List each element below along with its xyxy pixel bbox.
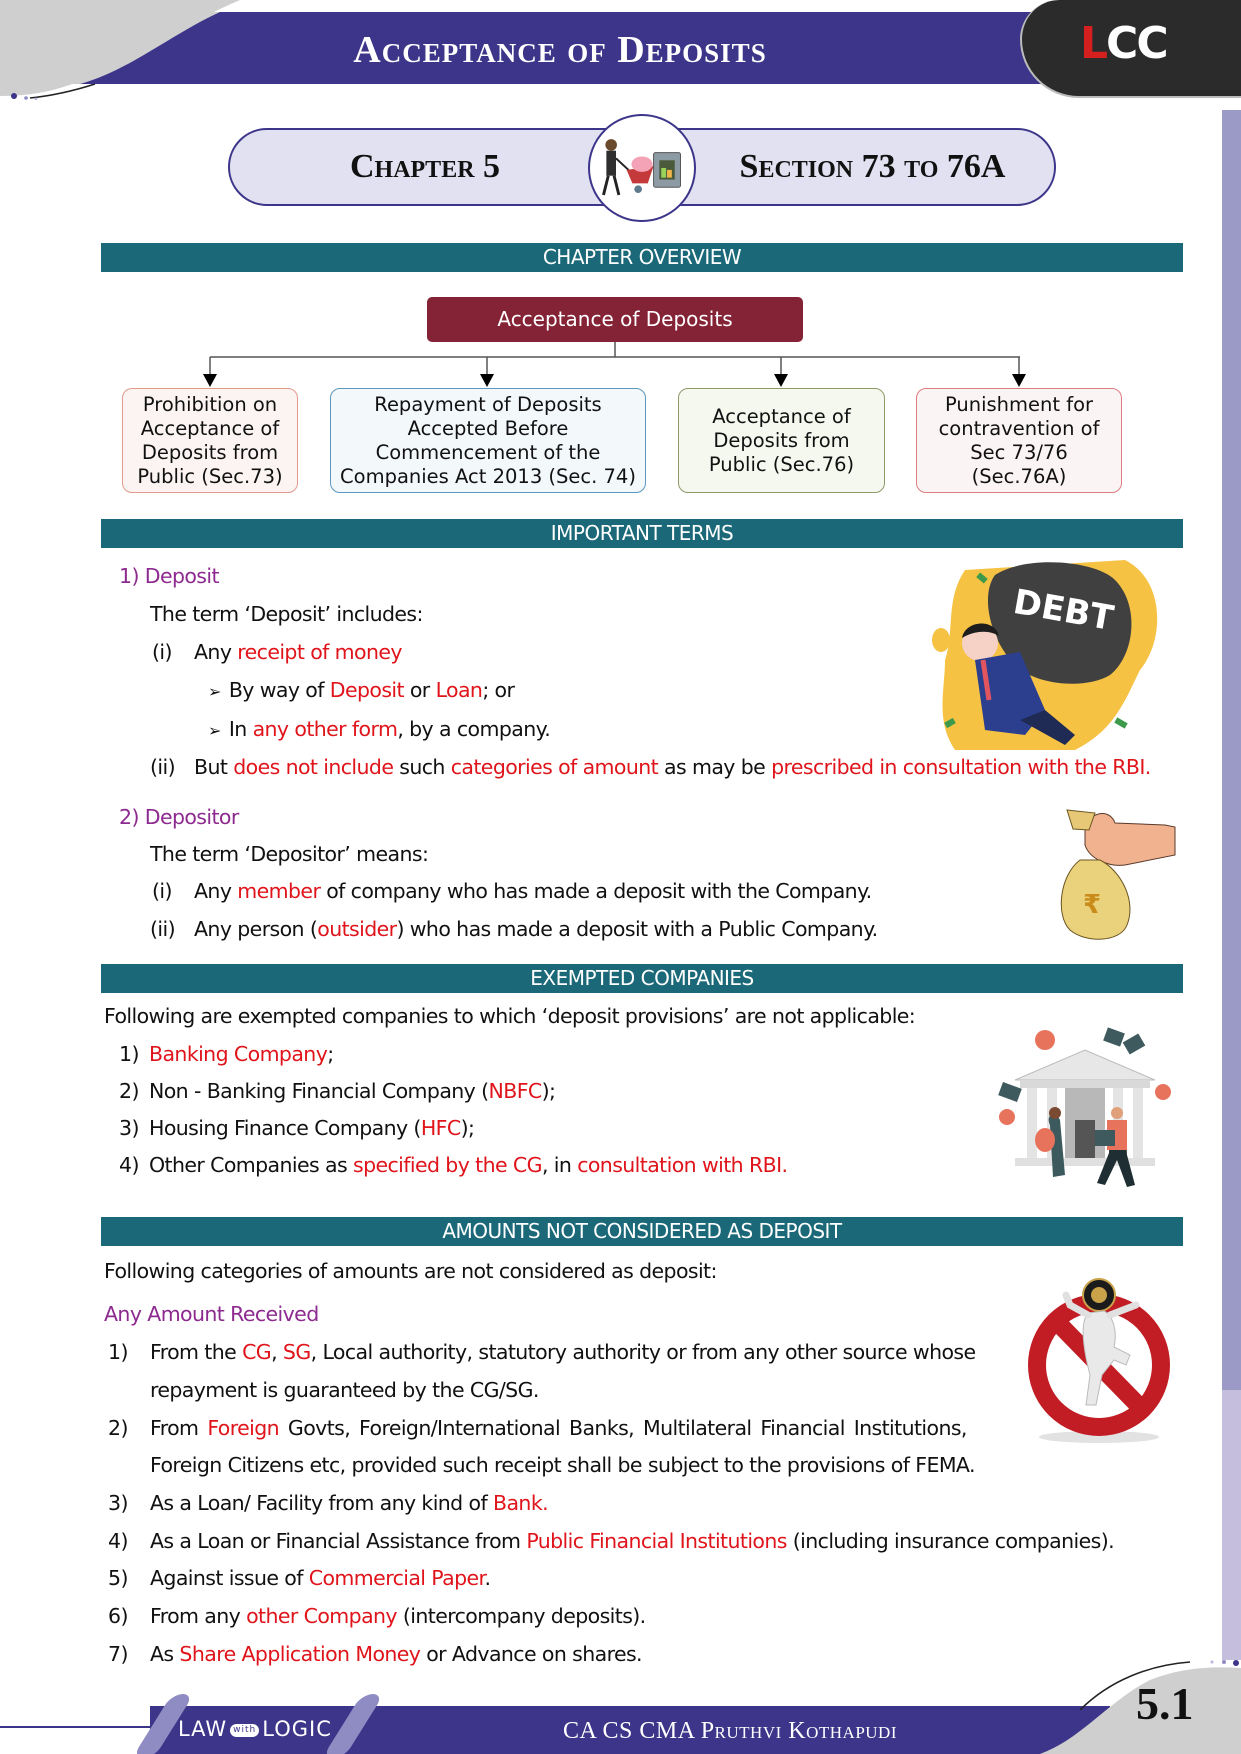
node-line: Companies Act 2013 (Sec. 74) [340, 464, 636, 488]
node-line: (Sec.76A) [971, 464, 1067, 488]
item-number: 1) [119, 1042, 139, 1066]
highlight: Commercial Paper [308, 1566, 485, 1590]
highlight: Banking Company [149, 1042, 328, 1066]
bank-illustration [995, 1025, 1175, 1195]
deposit-bullet-1 [208, 676, 514, 706]
highlight: does not include [233, 755, 394, 779]
highlight: Public Financial Institutions [526, 1529, 787, 1553]
exempted-intro: Following are exempted companies to which ‘deposit provisions’ are not applicable: [104, 1004, 916, 1028]
text: By way of [228, 678, 330, 702]
item-number: 3) [108, 1491, 128, 1515]
exempted-item [119, 1040, 334, 1068]
text: , in [541, 1153, 578, 1177]
text: ) who has made a deposit with a Public Company. [396, 917, 878, 941]
text: , by a company. [397, 717, 551, 741]
not-deposit-item-2-cont: Foreign Citizens etc, provided such receipt shall be subject to the provisions of FEMA. [150, 1453, 975, 1477]
item-number: 4) [119, 1153, 139, 1177]
page-number: 5.1 [1136, 1678, 1194, 1729]
logo-accent-l: L [1080, 18, 1107, 69]
text: From [150, 1416, 208, 1440]
brand-left: LAW [178, 1717, 228, 1741]
highlight: receipt of money [237, 640, 402, 664]
money-bag-hand-illustration [1055, 805, 1180, 945]
item-number: 1) [108, 1340, 128, 1364]
not-deposit-item-5 [108, 1564, 490, 1592]
depositor-item-i [152, 877, 872, 905]
node-line: Public (Sec.73) [137, 464, 283, 488]
logo-cc: CC [1106, 18, 1167, 69]
text: ; or [482, 678, 515, 702]
text: , [271, 1340, 283, 1364]
deposit-intro: The term ‘Deposit’ includes: [150, 602, 423, 626]
not-deposit-item-7 [108, 1640, 642, 1668]
overview-node-sec73 [122, 388, 298, 493]
text: Govts, Foreign/International Banks, Multilateral Financial Institutions, [279, 1416, 967, 1440]
item-number: 6) [108, 1604, 128, 1628]
item-number: 4) [108, 1529, 128, 1553]
highlight: other Company [246, 1604, 397, 1628]
depositor-intro: The term ‘Depositor’ means: [150, 842, 429, 866]
node-line: Deposits from [141, 440, 279, 464]
rupee-symbol: ₹ [1083, 890, 1102, 920]
text: of company who has made a deposit with the Company. [320, 879, 872, 903]
highlight: prescribed in consultation with the RBI. [771, 755, 1151, 779]
highlight: consultation with RBI. [577, 1153, 788, 1177]
text: or [403, 678, 436, 702]
exempted-item [119, 1077, 555, 1105]
highlight: Bank. [493, 1491, 549, 1515]
arrow-down-icon [1012, 374, 1026, 387]
highlight: specified by the CG [352, 1153, 542, 1177]
not-deposit-intro: Following categories of amounts are not considered as deposit: [104, 1259, 717, 1283]
item-number: (ii) [150, 917, 175, 941]
text: From any [150, 1604, 247, 1628]
text: As [150, 1642, 180, 1666]
not-deposit-item-2 [108, 1414, 967, 1442]
item-number: (ii) [150, 755, 175, 779]
section-heading-chapter-overview: CHAPTER OVERVIEW [101, 243, 1183, 272]
highlight: member [237, 879, 321, 903]
text: as may be [658, 755, 772, 779]
right-decorative-stripe-lower [1222, 1390, 1241, 1660]
exempted-item [119, 1114, 474, 1142]
highlight: Share Application Money [179, 1642, 421, 1666]
text: As a Loan/ Facility from any kind of [150, 1491, 493, 1515]
node-line: Prohibition on [142, 392, 278, 416]
item-number: 5) [108, 1566, 128, 1590]
text: ); [460, 1116, 475, 1140]
overview-node-sec76 [678, 388, 885, 493]
node-line: Repayment of Deposits [374, 392, 602, 416]
text: Non - Banking Financial Company ( [149, 1079, 489, 1103]
arrow-down-icon [480, 374, 494, 387]
section-heading-important-terms: IMPORTANT TERMS [101, 519, 1183, 548]
node-line: Deposits from [713, 428, 850, 452]
text: (including insurance companies). [786, 1529, 1115, 1553]
highlight: Foreign [207, 1416, 280, 1440]
not-deposit-item-3 [108, 1489, 548, 1517]
arrow-bullet-icon: ➢ [208, 682, 221, 701]
highlight: SG [282, 1340, 311, 1364]
text: But [194, 755, 234, 779]
item-number: (i) [152, 640, 172, 664]
footer-rule [0, 1726, 160, 1728]
overview-root-node: Acceptance of Deposits [427, 297, 803, 342]
node-line: contravention of [938, 416, 1100, 440]
text: Any [194, 640, 238, 664]
not-deposit-subheading: Any Amount Received [104, 1302, 319, 1326]
depositor-item-ii [150, 915, 878, 943]
highlight: CG [242, 1340, 272, 1364]
not-deposit-item-1 [108, 1338, 976, 1366]
node-line: Commencement of the [375, 440, 601, 464]
not-deposit-item-4 [108, 1527, 1114, 1555]
highlight: HFC [420, 1116, 461, 1140]
text: . [484, 1566, 491, 1590]
item-number: 3) [119, 1116, 139, 1140]
not-deposit-item-1-cont: repayment is guaranteed by the CG/SG. [150, 1378, 539, 1402]
highlight: NBFC [488, 1079, 542, 1103]
not-deposit-item-6 [108, 1602, 646, 1630]
arrow-down-icon [774, 374, 788, 387]
deposit-item-ii [150, 753, 1151, 781]
page-title: Acceptance of Deposits [353, 29, 767, 71]
node-line: Acceptance of [140, 416, 280, 440]
overview-node-sec76a [916, 388, 1122, 493]
node-line: Accepted Before [407, 416, 569, 440]
highlight: Loan [435, 678, 483, 702]
brand-right: LOGIC [262, 1717, 332, 1741]
section-range: Section 73 to 76A [739, 148, 1006, 185]
text: Other Companies as [149, 1153, 353, 1177]
exempted-item [119, 1151, 787, 1179]
section-heading-amounts-not-deposit: AMOUNTS NOT CONSIDERED AS DEPOSIT [101, 1217, 1183, 1246]
text: or Advance on shares. [420, 1642, 642, 1666]
chapter-number: Chapter 5 [349, 148, 501, 185]
text: Any [194, 879, 238, 903]
deposit-bullet-2 [208, 715, 550, 745]
deposit-trolley-icon [588, 114, 696, 222]
term-heading-deposit: 1) Deposit [119, 564, 219, 588]
debt-burden-illustration [925, 560, 1170, 752]
text: From the [150, 1340, 243, 1364]
highlight: any other form [252, 717, 398, 741]
text: (intercompany deposits). [396, 1604, 646, 1628]
lcc-logo [1080, 18, 1167, 70]
item-number: 2) [108, 1416, 128, 1440]
section-heading-exempted-companies: EXEMPTED COMPANIES [101, 964, 1183, 993]
node-line: Punishment for [944, 392, 1094, 416]
term-heading-depositor: 2) Depositor [119, 805, 239, 829]
text: ; [327, 1042, 334, 1066]
arrow-down-icon [203, 374, 217, 387]
item-number: 2) [119, 1079, 139, 1103]
law-with-logic-logo [178, 1712, 332, 1746]
debt-label: DEBT [1010, 582, 1117, 639]
highlight: categories of amount [450, 755, 659, 779]
text: As a Loan or Financial Assistance from [150, 1529, 527, 1553]
item-number: 7) [108, 1642, 128, 1666]
arrow-bullet-icon: ➢ [208, 721, 221, 740]
node-line: Public (Sec.76) [708, 452, 855, 476]
text: ); [541, 1079, 556, 1103]
highlight: Deposit [329, 678, 404, 702]
brand-with: with [230, 1724, 259, 1737]
text: In [228, 717, 253, 741]
text: Housing Finance Company ( [149, 1116, 421, 1140]
text: such [393, 755, 451, 779]
text: , Local authority, statutory authority or from any other source whose [310, 1340, 976, 1364]
node-line: Acceptance of [712, 404, 851, 428]
overview-node-sec74 [330, 388, 646, 493]
footer-author: CA CS CMA Pruthvi Kothapudi [562, 1718, 897, 1744]
item-number: (i) [152, 879, 172, 903]
node-line: Sec 73/76 [970, 440, 1068, 464]
prohibition-sign-illustration [1018, 1265, 1180, 1445]
text: Against issue of [150, 1566, 309, 1590]
text: Any person ( [194, 917, 318, 941]
deposit-item-i [152, 638, 402, 666]
highlight: outsider [317, 917, 397, 941]
